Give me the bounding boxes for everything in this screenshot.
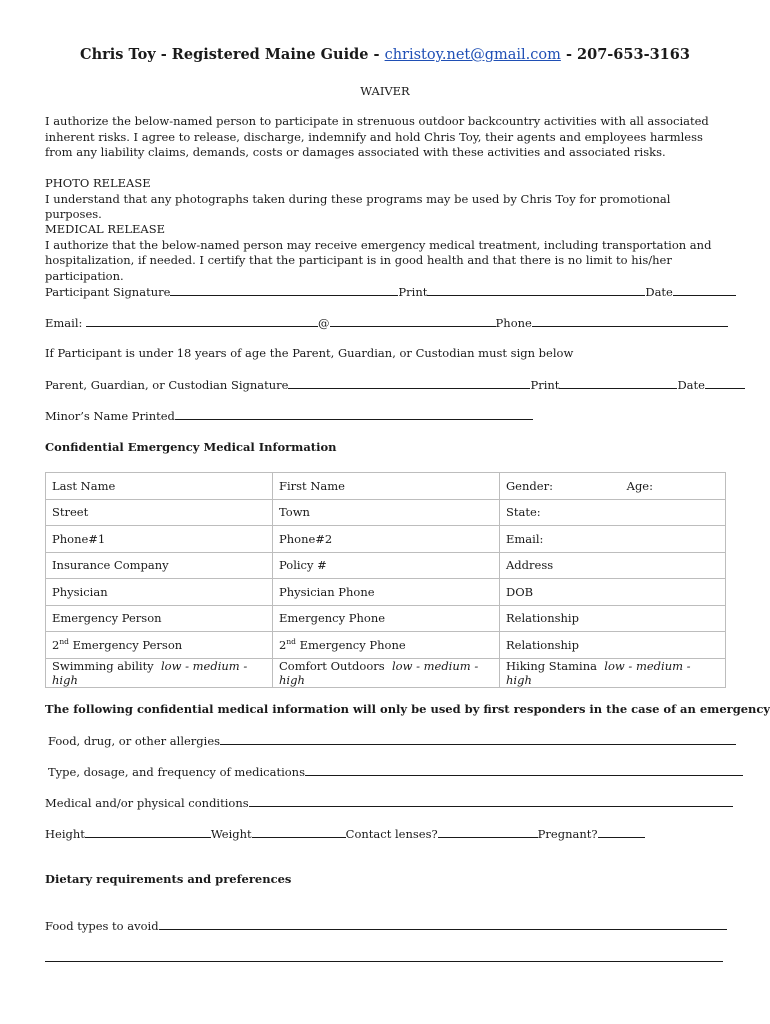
medical-release-heading: MEDICAL RELEASE <box>45 222 165 236</box>
table-cell[interactable]: Phone#1 <box>46 526 273 553</box>
waiver-text: I authorize the below-named person to participate in strenuous outdoor backcountry activities with all associated inherent risks. I agree to release, discharge, indemnify and hold Chris Toy, their agents and employees harmless from any liability claims, demands, costs or damages associated with these activities and associated risks. <box>45 114 709 159</box>
medications-line <box>48 764 743 779</box>
contact-lenses-label: Contact lenses? <box>345 827 438 841</box>
table-cell[interactable] <box>46 632 273 659</box>
table-row <box>46 473 726 500</box>
swimming-label: Swimming ability <box>52 658 154 673</box>
parent-signature-label: Parent, Guardian, or Custodian Signature <box>45 378 289 392</box>
allergies-line <box>48 733 736 748</box>
email-line <box>45 315 728 330</box>
medical-info-table <box>45 472 726 688</box>
table-cell[interactable]: Relationship <box>500 632 726 659</box>
at-sign: @ <box>318 316 330 330</box>
table-cell[interactable] <box>46 658 273 687</box>
second-emergency-person: Emergency Person <box>72 638 183 653</box>
table-cell[interactable]: Physician Phone <box>273 579 500 606</box>
table-cell[interactable]: Last Name <box>46 473 273 500</box>
table-cell[interactable]: State: <box>500 499 726 526</box>
photo-release-heading: PHOTO RELEASE <box>45 176 151 190</box>
email-user-field[interactable] <box>86 315 318 327</box>
table-cell[interactable]: First Name <box>273 473 500 500</box>
table-cell[interactable]: Phone#2 <box>273 526 500 553</box>
comfort-label: Comfort Outdoors <box>279 658 385 673</box>
print-label: Print <box>398 285 428 299</box>
weight-label: Weight <box>210 827 252 841</box>
phone-field[interactable] <box>532 315 728 327</box>
conditions-label: Medical and/or physical conditions <box>45 796 249 810</box>
minor-name-line <box>45 408 533 423</box>
weight-field[interactable] <box>252 826 346 838</box>
allergies-label: Food, drug, or other allergies <box>48 734 221 748</box>
header-phone: - 207-653-3163 <box>565 46 690 63</box>
waiver-title: WAIVER <box>360 84 410 98</box>
table-cell[interactable]: Insurance Company <box>46 552 273 579</box>
email-domain-field[interactable] <box>330 315 496 327</box>
table-cell[interactable]: DOB <box>500 579 726 606</box>
date-label: Date <box>645 285 673 299</box>
pregnant-label: Pregnant? <box>537 827 598 841</box>
dietary-heading: Dietary requirements and preferences <box>45 872 292 886</box>
table-cell[interactable]: Street <box>46 499 273 526</box>
table-row <box>46 579 726 606</box>
parent-print-label: Print <box>530 378 560 392</box>
height-label: Height <box>45 827 85 841</box>
table-cell[interactable]: Policy # <box>273 552 500 579</box>
medical-release-text: I authorize that the below-named person may receive emergency medical treatment, including transportation and hospitalization, if needed. I certify that the participant is in good health and that there is no limit to his/her participation. <box>45 237 712 283</box>
medications-field[interactable] <box>305 764 743 776</box>
email-label: Email: <box>45 316 83 330</box>
allergies-field[interactable] <box>220 733 736 745</box>
table-cell[interactable]: Email: <box>500 526 726 553</box>
ordinal-number: 2 <box>52 638 60 653</box>
gender-label: Gender: <box>506 478 553 493</box>
medical-release <box>45 222 725 284</box>
food-avoid-field-2[interactable] <box>45 950 723 962</box>
ordinal-suffix: nd <box>286 637 296 647</box>
parent-date-label: Date <box>677 378 705 392</box>
food-avoid-line <box>45 918 727 933</box>
table-row <box>46 658 726 687</box>
comfort-levels[interactable]: low - medium - high <box>279 658 479 687</box>
table-row <box>46 605 726 632</box>
table-row <box>46 552 726 579</box>
second-emergency-phone: Emergency Phone <box>299 638 406 653</box>
photo-release <box>45 176 725 223</box>
table-cell[interactable] <box>500 658 726 687</box>
ordinal-suffix: nd <box>59 637 69 647</box>
email-link[interactable]: christoy.net@gmail.com <box>384 47 561 63</box>
pregnant-field[interactable] <box>598 826 645 838</box>
phone-label: Phone <box>495 316 532 330</box>
parent-signature-field[interactable] <box>288 377 530 389</box>
parent-print-field[interactable] <box>559 377 677 389</box>
minor-note: If Participant is under 18 years of age the Parent, Guardian, or Custodian must sign below <box>45 346 574 360</box>
minor-name-label: Minor’s Name Printed <box>45 409 175 423</box>
participant-signature-line <box>45 284 736 299</box>
header-title: Chris Toy - Registered Maine Guide - <box>80 46 380 63</box>
parent-signature-line <box>45 377 745 392</box>
ordinal-number: 2 <box>279 638 287 653</box>
table-row <box>46 632 726 659</box>
form-header <box>45 46 725 63</box>
table-cell[interactable]: Town <box>273 499 500 526</box>
participant-print-field[interactable] <box>427 284 645 296</box>
height-field[interactable] <box>85 826 211 838</box>
parent-date-field[interactable] <box>705 377 745 389</box>
table-cell[interactable] <box>273 658 500 687</box>
food-avoid-line-2 <box>45 950 723 965</box>
measurements-line <box>45 826 645 841</box>
hiking-levels[interactable]: low - medium - high <box>506 658 691 687</box>
table-cell[interactable] <box>500 473 726 500</box>
medical-info-heading: Confidential Emergency Medical Information <box>45 440 337 454</box>
food-avoid-field[interactable] <box>159 918 727 930</box>
table-row <box>46 526 726 553</box>
contact-lenses-field[interactable] <box>438 826 538 838</box>
participant-signature-field[interactable] <box>170 284 398 296</box>
conditions-line <box>45 795 733 810</box>
hiking-label: Hiking Stamina <box>506 658 597 673</box>
table-cell[interactable]: Emergency Phone <box>273 605 500 632</box>
conditions-field[interactable] <box>249 795 733 807</box>
age-label: Age: <box>626 478 653 493</box>
swimming-levels[interactable]: low - medium - high <box>52 658 248 687</box>
photo-release-text: I understand that any photographs taken during these programs may be used by Chris Toy for promotional purposes. <box>45 191 671 221</box>
table-cell[interactable]: Relationship <box>500 605 726 632</box>
medications-label: Type, dosage, and frequency of medications <box>48 765 305 779</box>
table-cell[interactable]: Physician <box>46 579 273 606</box>
table-cell[interactable]: Address <box>500 552 726 579</box>
minor-name-field[interactable] <box>175 408 533 420</box>
table-cell[interactable]: Emergency Person <box>46 605 273 632</box>
participant-signature-label: Participant Signature <box>45 285 171 299</box>
table-cell[interactable] <box>273 632 500 659</box>
table-row <box>46 499 726 526</box>
confidential-statement: The following confidential medical information will only be used by first responders in the case of an emergency <box>45 702 770 716</box>
participant-date-field[interactable] <box>673 284 736 296</box>
food-avoid-label: Food types to avoid <box>45 919 159 933</box>
